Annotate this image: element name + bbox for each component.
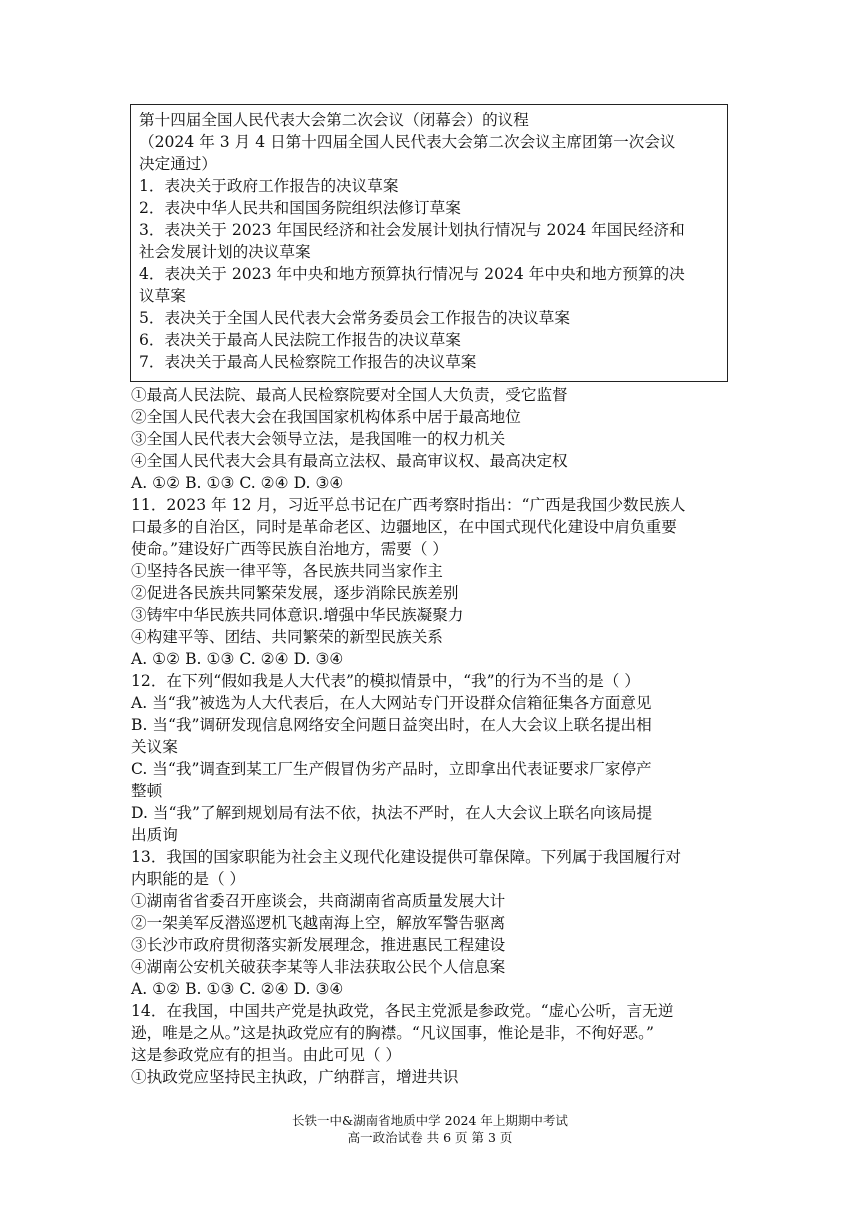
question-14: 这是参政党应有的担当。由此可见（ ） — [131, 1046, 402, 1064]
agenda-item: 6．表决关于最高人民法院工作报告的决议草案 — [139, 331, 461, 349]
agenda-item: 2．表决中华人民共和国国务院组织法修订草案 — [139, 199, 461, 217]
option-statement: ④构建平等、团结、共同繁荣的新型民族关系 — [131, 628, 443, 646]
option-statement: ①执政党应坚持民主执政，广纳群言，增进共识 — [131, 1068, 459, 1086]
option-statement: ②促进各民族共同繁荣发展，逐步消除民族差别 — [131, 584, 459, 602]
agenda-item: 1．表决关于政府工作报告的决议草案 — [139, 177, 399, 195]
agenda-item: 5．表决关于全国人民代表大会常务委员会工作报告的决议草案 — [139, 309, 570, 327]
question-11: 11．2023 年 12 月，习近平总书记在广西考察时指出：“广西是我国少数民族人 — [131, 496, 686, 514]
option-statement: ①湖南省省委召开座谈会，共商湖南省高质量发展大计 — [131, 892, 506, 910]
answer-option: 出质询 — [131, 826, 178, 844]
agenda-item: 7．表决关于最高人民检察院工作报告的决议草案 — [139, 353, 477, 371]
footer-school: 长铁一中&湖南省地质中学 2024 年上期期中考试 — [292, 1113, 568, 1128]
option-statement: ④全国人民代表大会具有最高立法权、最高审议权、最高决定权 — [131, 452, 568, 470]
option-statement: ④湖南公安机关破获李某等人非法获取公民个人信息案 — [131, 958, 506, 976]
option-statement: ①坚持各民族一律平等，各民族共同当家作主 — [131, 562, 443, 580]
answer-option: A. 当“我”被选为人大代表后，在人大网站专门开设群众信箱征集各方面意见 — [131, 694, 652, 712]
option-statement: ②一架美军反潜巡逻机飞越南海上空，解放军警告驱离 — [131, 914, 506, 932]
answer-option: D. 当“我”了解到规划局有法不依，执法不严时，在人大会议上联名向该局提 — [131, 804, 653, 822]
answer-choices: A. ①② B. ①③ C. ②④ D. ③④ — [131, 474, 344, 492]
option-statement: ③长沙市政府贯彻落实新发展理念，推进惠民工程建设 — [131, 936, 506, 954]
agenda-title: 第十四届全国人民代表大会第二次会议（闭幕会）的议程 — [139, 111, 529, 129]
question-14: 14．在我国，中国共产党是执政党，各民主党派是参政党。“虚心公听，言无逆 — [131, 1002, 674, 1020]
question-11: 使命。”建设好广西等民族自治地方，需要（ ） — [131, 540, 449, 558]
question-12: 12．在下列“假如我是人大代表”的模拟情景中，“我”的行为不当的是（ ） — [131, 672, 640, 690]
answer-choices: A. ①② B. ①③ C. ②④ D. ③④ — [131, 980, 344, 998]
agenda-item: 3．表决关于 2023 年国民经济和社会发展计划执行情况与 2024 年国民经济和 — [139, 221, 685, 239]
question-11: 口最多的自治区，同时是革命老区、边疆地区，在中国式现代化建设中肩负重要 — [131, 518, 677, 536]
question-text — [131, 384, 731, 1088]
option-statement: ③全国人民代表大会领导立法，是我国唯一的权力机关 — [131, 430, 506, 448]
option-statement: ②全国人民代表大会在我国国家机构体系中居于最高地位 — [131, 408, 521, 426]
agenda-item: 4．表决关于 2023 年中央和地方预算执行情况与 2024 年中央和地方预算的决 — [139, 265, 685, 283]
agenda-line: （2024 年 3 月 4 日第十四届全国人民代表大会第二次会议主席团第一次会议 — [139, 133, 676, 151]
agenda-line: 决定通过） — [139, 155, 217, 173]
option-statement: ③铸牢中华民族共同体意识.增强中华民族凝聚力 — [131, 606, 464, 624]
answer-option: 整顿 — [131, 782, 163, 800]
question-13: 内职能的是（ ） — [131, 870, 246, 888]
agenda-item: 社会发展计划的决议草案 — [139, 243, 311, 261]
question-14: 逊，唯是之从。”这是执政党应有的胸襟。“凡议国事，惟论是非，不徇好恶。” — [131, 1024, 654, 1042]
agenda-box — [130, 104, 728, 382]
answer-option: 关议案 — [131, 738, 178, 756]
question-13: 13．我国的国家职能为社会主义现代化建设提供可靠保障。下列属于我国履行对 — [131, 848, 682, 866]
footer-page-info: 高一政治试卷 共 6 页 第 3 页 — [347, 1130, 513, 1145]
answer-option: C. 当“我”调查到某工厂生产假冒伪劣产品时，立即拿出代表证要求厂家停产 — [131, 760, 652, 778]
answer-choices: A. ①② B. ①③ C. ②④ D. ③④ — [131, 650, 344, 668]
agenda-item: 议草案 — [139, 287, 186, 305]
answer-option: B. 当“我”调研发现信息网络安全问题日益突出时，在人大会议上联名提出相 — [131, 716, 652, 734]
option-statement: ①最高人民法院、最高人民检察院要对全国人大负责，受它监督 — [131, 386, 568, 404]
